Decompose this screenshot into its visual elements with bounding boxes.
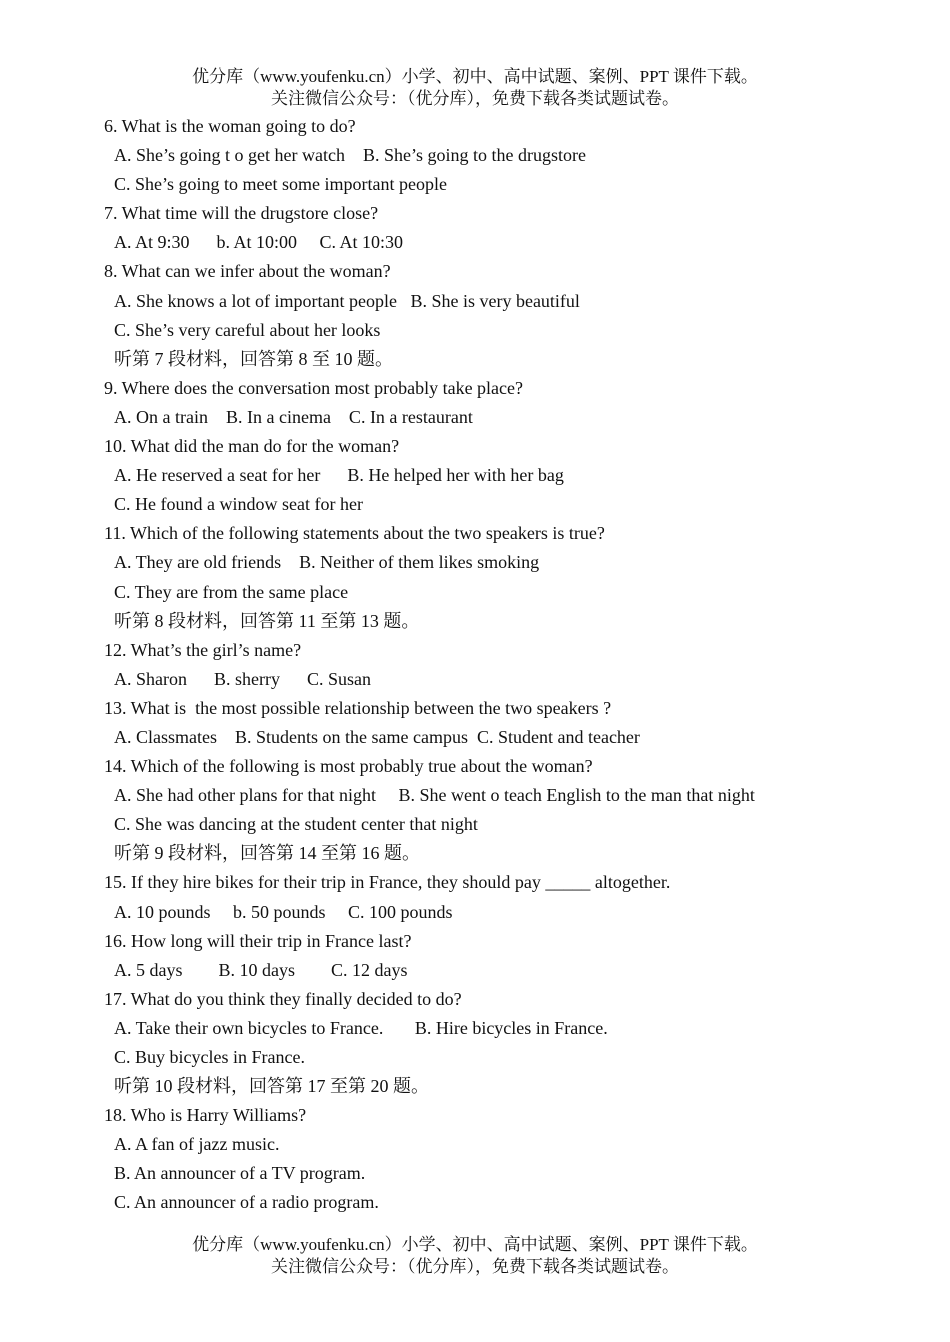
options-line: A. At 9:30 b. At 10:00 C. At 10:30 <box>114 232 404 253</box>
options-line: A. He reserved a seat for her B. He helped her with her bag <box>114 465 564 486</box>
options-line: C. She’s going to meet some important people <box>114 174 447 195</box>
footer-line-1: 优分库（www.youfenku.cn）小学、初中、高中试题、案例、PPT 课件下载。 <box>192 1235 758 1254</box>
question-line: 12. What’s the girl’s name? <box>104 639 302 660</box>
question-line: 8. What can we infer about the woman? <box>104 261 391 282</box>
section-instruction: 听第 10 段材料，回答第 17 至第 20 题。 <box>114 1076 429 1097</box>
options-line: A. Take their own bicycles to France. B. Hire bicycles in France. <box>114 1017 608 1038</box>
options-line: A. She knows a lot of important people B. She is very beautiful <box>114 290 580 311</box>
exam-content <box>104 112 904 1218</box>
options-line: C. She’s very careful about her looks <box>114 319 381 340</box>
question-line: 13. What is the most possible relationship between the two speakers ? <box>104 697 612 718</box>
page-header <box>0 66 950 110</box>
section-instruction: 听第 9 段材料，回答第 14 至第 16 题。 <box>114 843 420 864</box>
options-line: C. He found a window seat for her <box>114 494 363 515</box>
question-line: 17. What do you think they finally decided to do? <box>104 988 462 1009</box>
header-line-2: 关注微信公众号：（优分库），免费下载各类试题试卷。 <box>271 89 679 108</box>
options-line: C. She was dancing at the student center that night <box>114 814 478 835</box>
question-line: 14. Which of the following is most probably true about the woman? <box>104 756 593 777</box>
footer-line-2: 关注微信公众号：（优分库），免费下载各类试题试卷。 <box>271 1257 679 1276</box>
question-line: 10. What did the man do for the woman? <box>104 436 400 457</box>
section-instruction: 听第 7 段材料，回答第 8 至 10 题。 <box>114 348 393 369</box>
question-line: 7. What time will the drugstore close? <box>104 203 379 224</box>
page-footer <box>0 1234 950 1278</box>
question-line: 6. What is the woman going to do? <box>104 116 356 136</box>
question-line: 18. Who is Harry Williams? <box>104 1105 307 1126</box>
options-line: A. She’s going t o get her watch B. She’s going to the drugstore <box>114 145 586 166</box>
options-line: A. She had other plans for that night B. She went o teach English to the man that night <box>114 785 755 806</box>
options-line: C. An announcer of a radio program. <box>114 1192 379 1213</box>
options-line: A. 5 days B. 10 days C. 12 days <box>114 959 408 980</box>
section-instruction: 听第 8 段材料，回答第 11 至第 13 题。 <box>114 610 420 631</box>
options-line: A. On a train B. In a cinema C. In a restaurant <box>114 406 473 427</box>
options-line: B. An announcer of a TV program. <box>114 1163 366 1184</box>
options-line: C. Buy bicycles in France. <box>114 1047 305 1067</box>
options-line: A. They are old friends B. Neither of them likes smoking <box>114 552 540 573</box>
options-line: A. A fan of jazz music. <box>114 1134 280 1155</box>
header-line-1: 优分库（www.youfenku.cn）小学、初中、高中试题、案例、PPT 课件下载。 <box>192 67 758 86</box>
question-line: 15. If they hire bikes for their trip in France, they should pay _____ altogether. <box>104 872 671 893</box>
options-line: A. Classmates B. Students on the same campus C. Student and teacher <box>114 726 640 747</box>
options-line: C. They are from the same place <box>114 581 349 602</box>
question-line: 11. Which of the following statements about the two speakers is true? <box>104 523 605 544</box>
question-line: 9. Where does the conversation most probably take place? <box>104 377 524 398</box>
options-line: A. Sharon B. sherry C. Susan <box>114 668 371 689</box>
options-line: A. 10 pounds b. 50 pounds C. 100 pounds <box>114 901 453 922</box>
question-line: 16. How long will their trip in France last? <box>104 930 412 951</box>
